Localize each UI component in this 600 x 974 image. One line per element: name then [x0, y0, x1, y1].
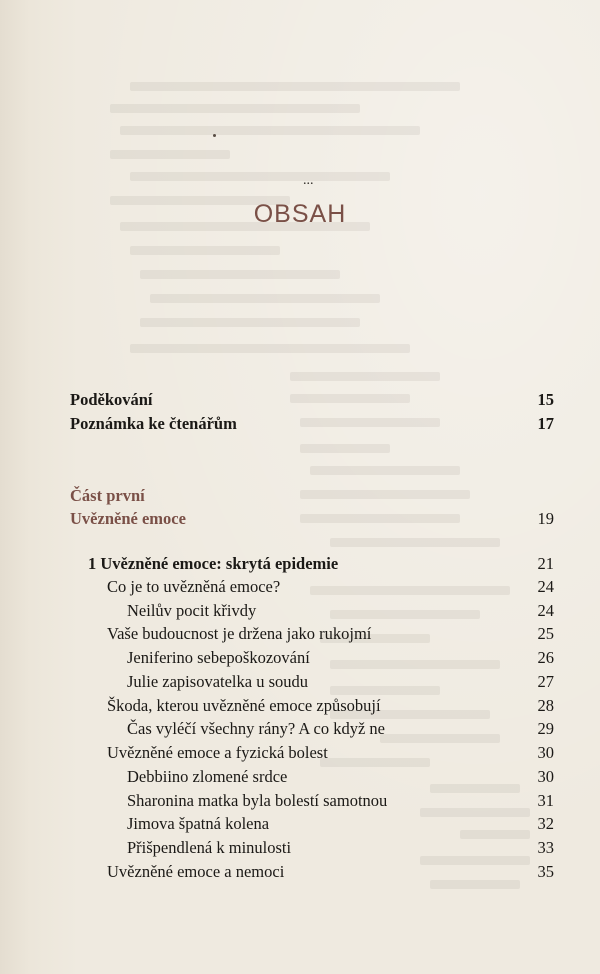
toc-entry-part-one[interactable]	[0, 507, 600, 531]
part-title: Uvězněné emoce	[70, 509, 186, 528]
toc-page-number: 24	[537, 577, 554, 596]
toc-entry-label: Poděkování	[70, 390, 153, 409]
toc-entry[interactable]	[0, 575, 600, 599]
toc-page-number: 25	[537, 624, 554, 643]
toc-entry-label: Poznámka ke čtenářům	[70, 414, 237, 433]
toc-entry[interactable]	[0, 789, 600, 813]
decorative-dot	[213, 134, 216, 137]
toc-entry[interactable]	[0, 860, 600, 884]
toc-entry[interactable]	[0, 599, 600, 623]
toc-page-number: 27	[537, 672, 554, 691]
toc-entry-label: Uvězněné emoce a nemoci	[107, 862, 285, 881]
toc-entry-label: Julie zapisovatelka u soudu	[127, 672, 309, 691]
toc-page-number: 21	[537, 554, 554, 573]
toc-page-number: 28	[537, 696, 554, 715]
page-title: OBSAH	[253, 200, 347, 228]
toc-entry-label: Jimova špatná kolena	[127, 814, 270, 833]
toc-entry[interactable]	[0, 717, 600, 741]
part-label: Část první	[70, 486, 145, 505]
toc-page-number: 19	[537, 509, 554, 528]
toc-entry[interactable]	[0, 765, 600, 789]
toc-page-number: 30	[537, 743, 554, 762]
toc-entry-label: Čas vyléčí všechny rány? A co když ne	[127, 719, 385, 738]
toc-entry-label: Co je to uvězněná emoce?	[107, 577, 281, 596]
toc-page-number: 17	[537, 414, 554, 433]
toc-page-number: 15	[537, 390, 554, 409]
toc-entry[interactable]	[0, 812, 600, 836]
toc-page-number: 29	[537, 719, 554, 738]
toc-page-number: 35	[537, 862, 554, 881]
toc-entry[interactable]	[0, 646, 600, 670]
toc-entry[interactable]	[0, 622, 600, 646]
toc-entry[interactable]	[0, 741, 600, 765]
toc-entry-label: Uvězněné emoce a fyzická bolest	[107, 743, 328, 762]
chapter-title: 1 Uvězněné emoce: skrytá epidemie	[88, 554, 339, 573]
toc-page-number: 30	[537, 767, 554, 786]
toc-entry-label: Škoda, kterou uvězněné emoce způsobují	[107, 696, 381, 715]
toc-page-number: 32	[537, 814, 554, 833]
toc-entry-label: Debbiino zlomené srdce	[127, 767, 288, 786]
toc-entry-label: Vaše budoucnost je držena jako rukojmí	[107, 624, 372, 643]
toc-entry[interactable]	[0, 670, 600, 694]
toc-entry-note-to-readers[interactable]	[0, 412, 600, 436]
toc-entry-label: Přišpendlená k minulosti	[127, 838, 292, 857]
toc-page-number: 31	[537, 791, 554, 810]
toc-entry-label: Sharonina matka byla bolestí samotnou	[127, 791, 388, 810]
toc-page-number: 26	[537, 648, 554, 667]
toc-entry-chapter-1[interactable]	[0, 552, 600, 576]
ornament-mark: ...	[303, 173, 314, 188]
toc-entry[interactable]	[0, 694, 600, 718]
toc-entry-label: Jeniferino sebepoškozování	[127, 648, 310, 667]
toc-page-number: 33	[537, 838, 554, 857]
toc-entry-label: Neilův pocit křivdy	[127, 601, 257, 620]
toc-page-number: 24	[537, 601, 554, 620]
toc-entry[interactable]	[0, 836, 600, 860]
toc-entry-acknowledgements[interactable]	[0, 388, 600, 412]
